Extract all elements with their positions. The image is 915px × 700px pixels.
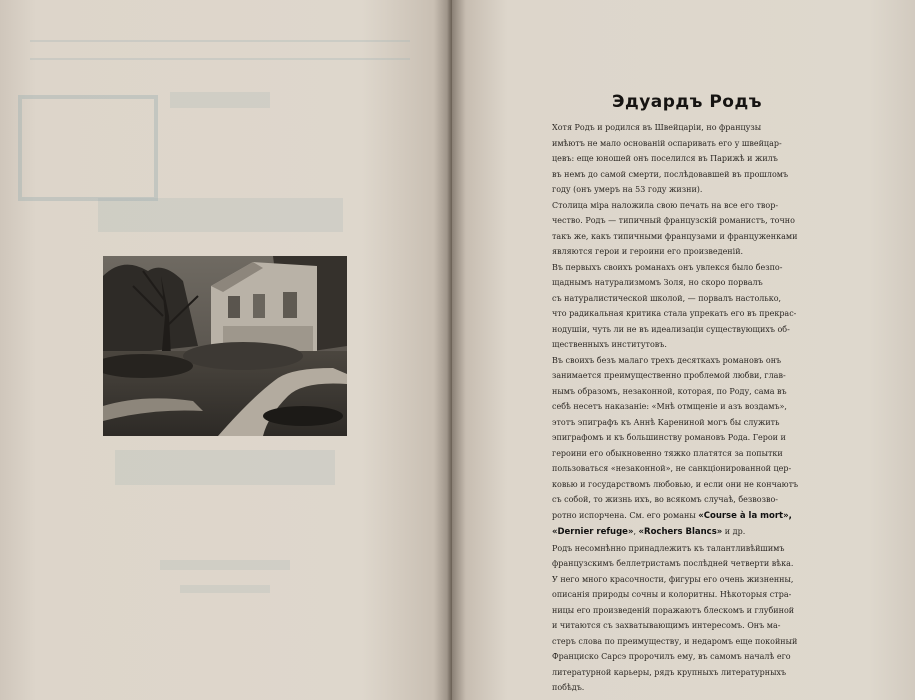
text-line: Франциско Сарсэ пророчилъ ему, въ самомъ началѣ его [552, 652, 791, 661]
house-illustration-drawing [103, 256, 347, 436]
bleed-through-text [115, 450, 335, 485]
text-line: этотъ эпиграфъ къ Аннѣ Карениной могъ бы служить [552, 417, 780, 427]
novel-title: «Dernier refuge» [552, 527, 634, 537]
paragraph-2 [538, 198, 840, 260]
house-illustration [103, 256, 347, 436]
text-line: въ немъ до самой смерти, послѣдовавшей въ прошломъ [552, 169, 789, 179]
bleed-through-rule [30, 40, 410, 42]
novel-title: «Rochers Blancs» [638, 527, 723, 537]
text-line [538, 508, 840, 525]
text-line: У него много красочности, фигуры его очень жизненны, [552, 574, 794, 584]
text-line: стеръ слова по преимуществу, и недаромъ еще покойный [552, 636, 798, 646]
text-line: нымъ образомъ, незаконной, которая, по Роду, сама въ [552, 386, 787, 396]
text-line: цевъ: еще юношей онъ поселился въ Парижѣ и жилъ [552, 154, 778, 163]
text-line: щаднымъ натурализмомъ Золя, но скоро порвалъ [552, 278, 763, 287]
article-body [538, 120, 840, 696]
paragraph-1 [538, 120, 840, 198]
text-line: съ натуралистической школой, — порвалъ настолько, [552, 293, 782, 303]
text-line: являются герои и героини его произведеній. [552, 247, 744, 256]
novel-title: «Course à la mort», [698, 510, 792, 521]
text-line: литературной карьеры, рядъ крупныхъ литературныхъ [552, 667, 787, 677]
text-line: Родъ несомнѣнно принадлежитъ къ талантливѣйшимъ [552, 543, 785, 553]
text-line [538, 524, 840, 541]
text-line: французскимъ беллетристамъ послѣдней четверти вѣка. [552, 559, 794, 568]
text-line: Въ своихъ безъ малаго трехъ десяткахъ романовъ онъ [552, 355, 782, 365]
bleed-through-text [170, 92, 270, 108]
text-line: съ собой, то жизнь ихъ, во всякомъ случаѣ, безвозво- [552, 495, 778, 504]
text-line: эпиграфомъ и къ большинству романовъ Рода. Герои и [552, 433, 786, 442]
text-line: Хотя Родъ и родился въ Швейцаріи, но французы [552, 123, 762, 132]
text-line-start: ротно испорчена. См. его романы [552, 510, 696, 520]
text-line: нодушіи, чуть ли не въ идеализаціи существующихъ об- [552, 324, 790, 334]
bleed-through-text [160, 560, 290, 570]
text-line: году (онъ умеръ на 53 году жизни). [552, 185, 703, 194]
text-line-end: и др. [722, 527, 746, 536]
article-title: Эдуардъ Родъ [612, 92, 762, 112]
bleed-through-rule [30, 58, 410, 60]
text-line: описанія природы сочны и колоритны. Нѣкоторыя стра- [552, 590, 792, 599]
left-page [0, 0, 452, 700]
text-line: себѣ несетъ наказаніе: «Мнѣ отмщеніе и азъ воздамъ», [552, 402, 787, 411]
text-line: ницы его произведеній поражаютъ блескомъ и глубиной [552, 605, 795, 615]
text-line: имѣютъ не мало основаній оспаривать его у швейцар- [552, 138, 782, 148]
text-line: героини его обыкновенно тяжко платятся за попытки [552, 448, 783, 458]
text-line: пользоваться «незаконной», не санкціонированной цер- [552, 464, 792, 473]
text-line: такъ же, какъ типичными французами и француженками [552, 231, 798, 241]
text-line: чество. Родъ — типичный французскій романистъ, точно [552, 216, 795, 225]
bleed-through-stamp [18, 95, 158, 201]
text-line: побѣдъ. [552, 683, 585, 692]
text-line: и читаются съ захватывающимъ интересомъ. Онъ ма- [552, 621, 781, 630]
text-line: ковью и государствомъ любовью, и если они не кончаютъ [552, 479, 799, 489]
paragraph-5 [538, 541, 840, 696]
text-line: занимается преимущественно проблемой любви, глав- [552, 371, 786, 380]
text-line: Столица міра наложила свою печать на все его твор- [552, 200, 779, 210]
bleed-through-text [180, 585, 270, 593]
separator: , [633, 527, 639, 536]
text-line: что радикальная критика стала упрекать его въ прекрас- [552, 309, 797, 318]
paragraph-4 [538, 353, 840, 541]
bleed-through-heading [98, 198, 343, 232]
text-line: щественныхъ институтовъ. [552, 340, 667, 349]
paragraph-3 [538, 260, 840, 353]
text-line: Въ первыхъ своихъ романахъ онъ увлекся было безпо- [552, 262, 783, 272]
